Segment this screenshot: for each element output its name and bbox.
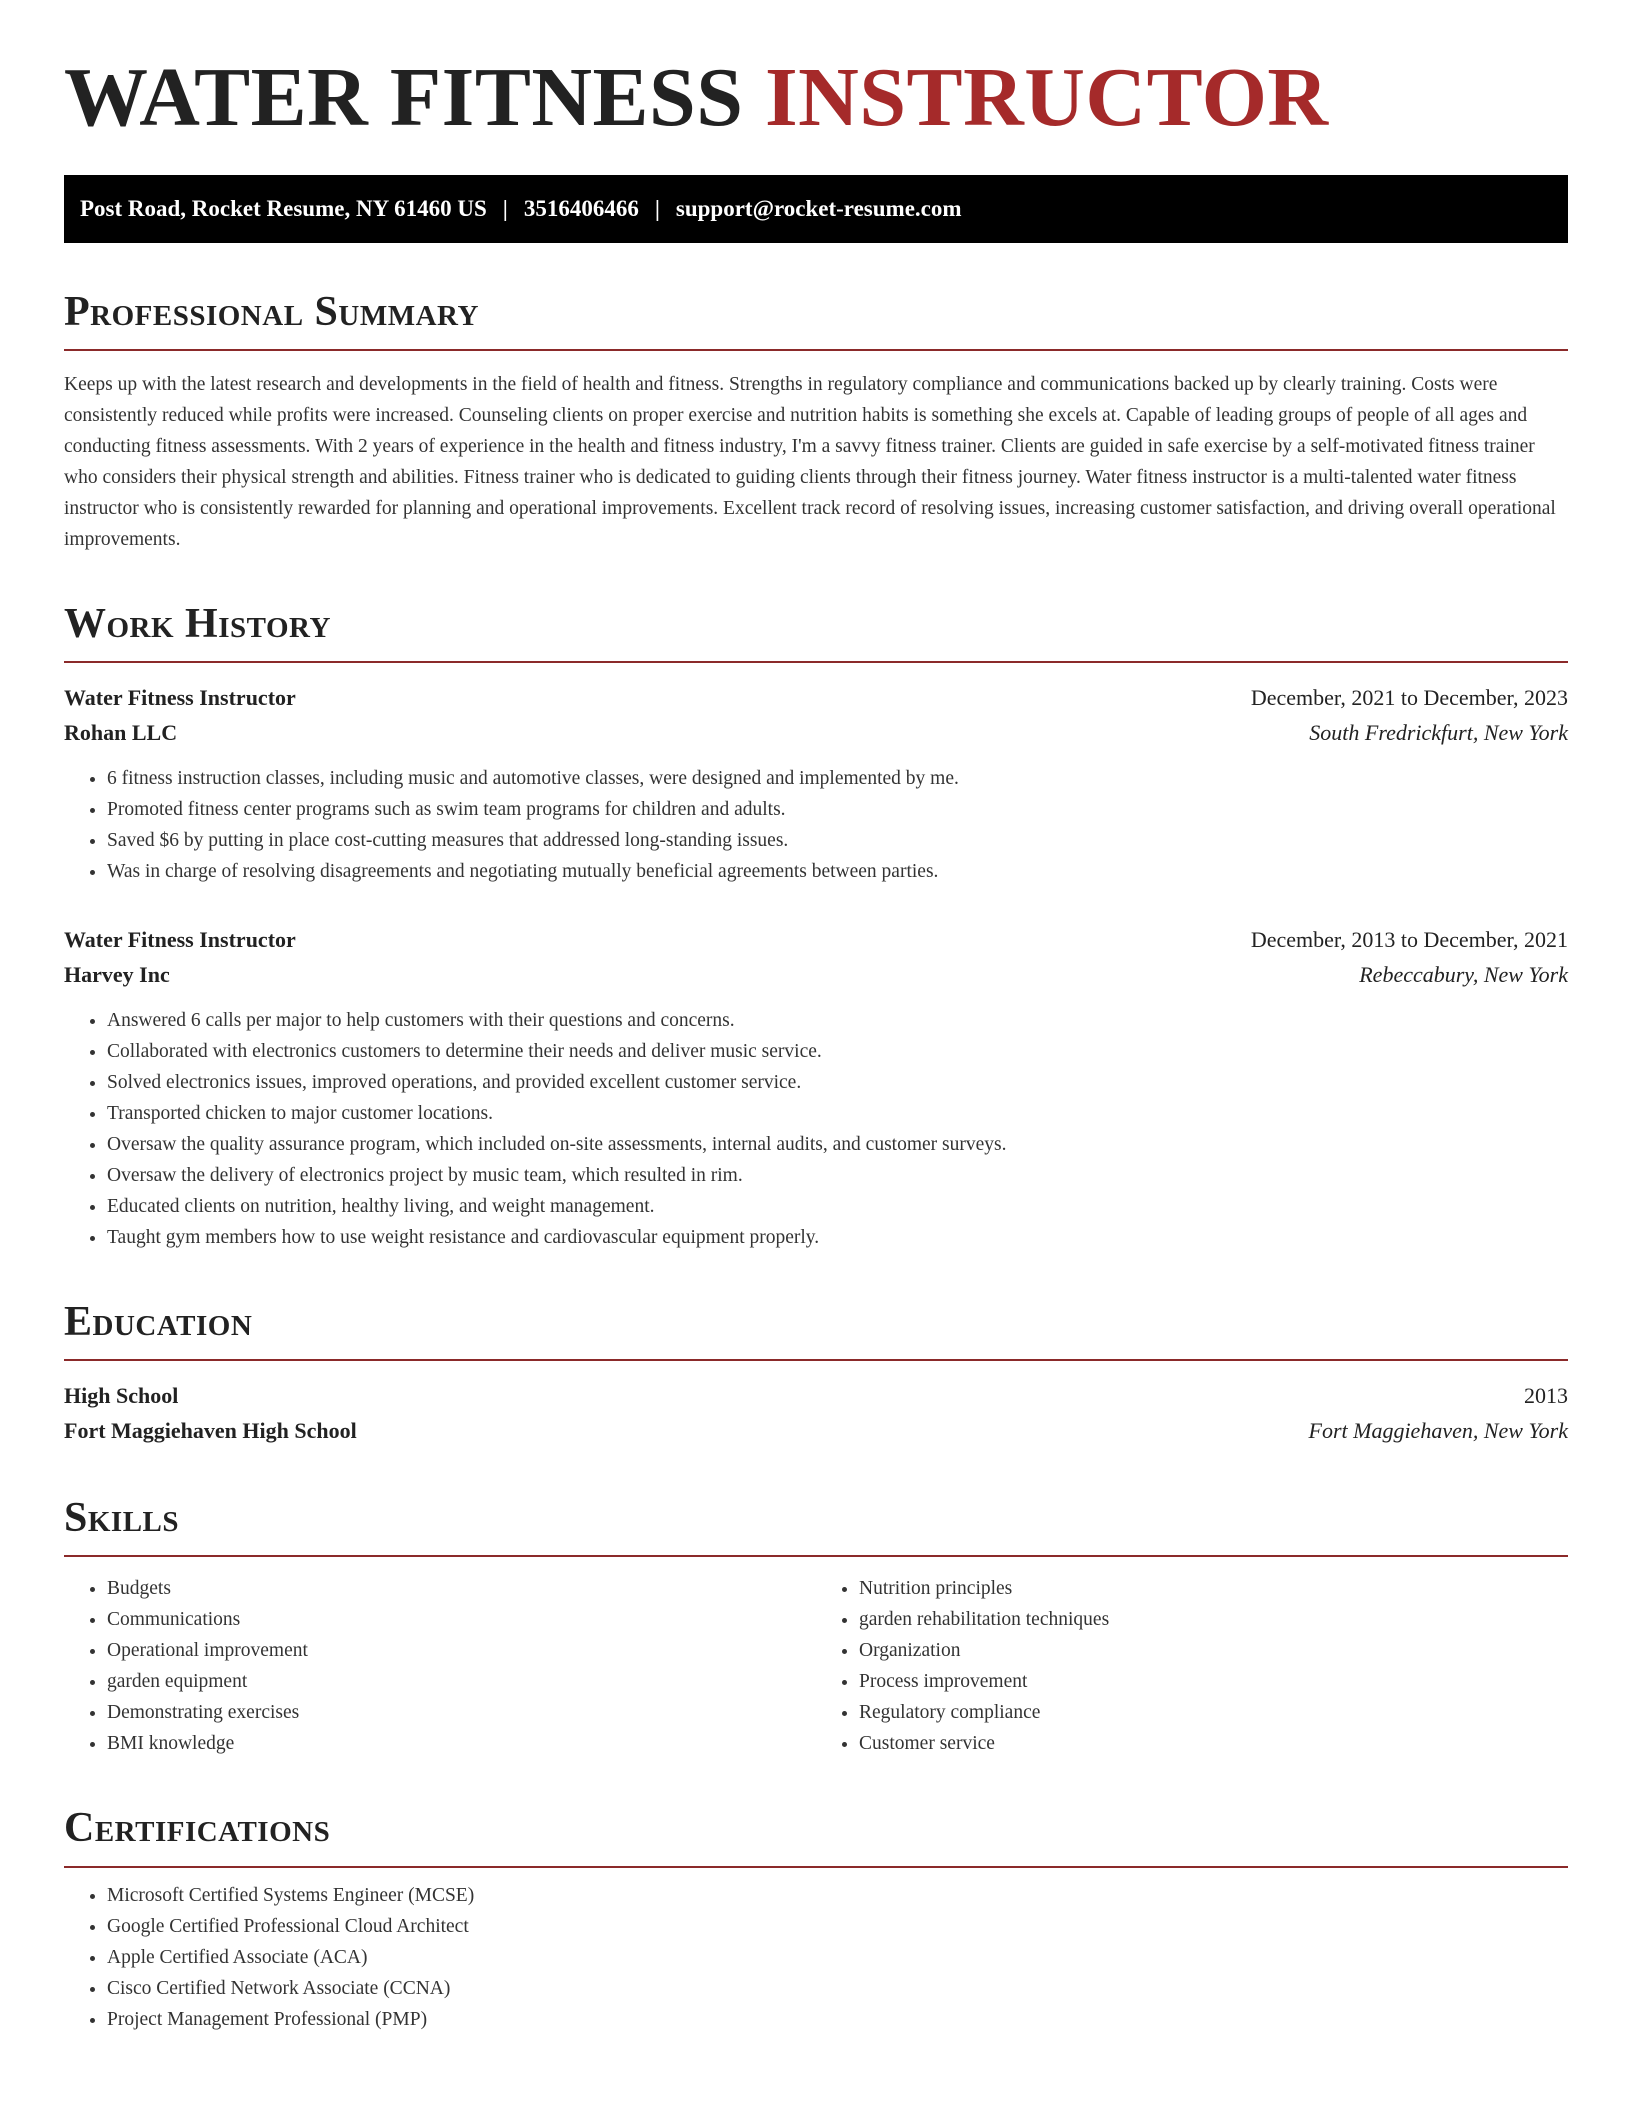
- skills-column-left: [64, 1573, 816, 1759]
- contact-email: support@rocket-resume.com: [675, 195, 962, 221]
- job-bullets: [64, 763, 1568, 887]
- contact-bar: [64, 175, 1568, 243]
- job-location: Rebeccabury, New York: [1359, 961, 1568, 987]
- contact-phone: 3516406466: [523, 195, 639, 221]
- education-heading: Education: [64, 1299, 1568, 1361]
- skills-column-right: [816, 1573, 1568, 1759]
- list-item: • Nutrition principles: [859, 1573, 1568, 1604]
- degree: High School: [64, 1383, 179, 1409]
- list-item: • Communications: [107, 1604, 816, 1635]
- list-item: • Oversaw the quality assurance program, which included on-site assessments, internal audits, and customer surveys.: [107, 1129, 1568, 1160]
- school-location: Fort Maggiehaven, New York: [1308, 1418, 1568, 1444]
- certifications-heading: Certifications: [64, 1805, 1568, 1867]
- list-item: • Cisco Certified Network Associate (CCNA): [107, 1973, 1568, 2004]
- company-name: Rohan LLC: [64, 719, 178, 745]
- work-history-heading: Work History: [64, 601, 1568, 663]
- list-item: • Apple Certified Associate (ACA): [107, 1942, 1568, 1973]
- list-item: • Regulatory compliance: [859, 1697, 1568, 1728]
- list-item: • Taught gym members how to use weight resistance and cardiovascular equipment properly.: [107, 1222, 1568, 1253]
- list-item: • Transported chicken to major customer locations.: [107, 1098, 1568, 1129]
- skills-list: [64, 1573, 1568, 1759]
- list-item: • Microsoft Certified Systems Engineer (MCSE): [107, 1880, 1568, 1911]
- title-accent: INSTRUCTOR: [764, 51, 1329, 144]
- job-location: South Fredrickfurt, New York: [1309, 719, 1568, 745]
- job-entry: [64, 681, 1568, 887]
- title-main: WATER FITNESS: [64, 51, 744, 144]
- list-item: • Saved $6 by putting in place cost-cutting measures that addressed long-standing issues.: [107, 825, 1568, 856]
- skills-heading: Skills: [64, 1495, 1568, 1557]
- job-entry: [64, 923, 1568, 1253]
- list-item: • Google Certified Professional Cloud Architect: [107, 1911, 1568, 1942]
- list-item: • Promoted fitness center programs such as swim team programs for children and adults.: [107, 794, 1568, 825]
- list-item: • garden rehabilitation techniques: [859, 1604, 1568, 1635]
- resume-title: [64, 50, 1568, 147]
- job-title: Water Fitness Instructor: [64, 684, 296, 710]
- list-item: • Answered 6 calls per major to help customers with their questions and concerns.: [107, 1005, 1568, 1036]
- contact-address: Post Road, Rocket Resume, NY 61460 US: [80, 195, 487, 221]
- certifications-list: [64, 1880, 1568, 2035]
- list-item: • Educated clients on nutrition, healthy living, and weight management.: [107, 1191, 1568, 1222]
- contact-separator: |: [654, 195, 660, 221]
- list-item: • Budgets: [107, 1573, 816, 1604]
- list-item: • Collaborated with electronics customers to determine their needs and deliver music service.: [107, 1036, 1568, 1067]
- list-item: • Was in charge of resolving disagreements and negotiating mutually beneficial agreements between parties.: [107, 856, 1568, 887]
- job-dates: December, 2013 to December, 2021: [1250, 926, 1568, 952]
- list-item: • Customer service: [859, 1728, 1568, 1759]
- list-item: • 6 fitness instruction classes, including music and automotive classes, were designed and implemented by me.: [107, 763, 1568, 794]
- list-item: • Organization: [859, 1635, 1568, 1666]
- list-item: • Demonstrating exercises: [107, 1697, 816, 1728]
- list-item: • Solved electronics issues, improved operations, and provided excellent customer service.: [107, 1067, 1568, 1098]
- list-item: • Oversaw the delivery of electronics project by music team, which resulted in rim.: [107, 1160, 1568, 1191]
- list-item: • Project Management Professional (PMP): [107, 2004, 1568, 2035]
- summary-heading: Professional Summary: [64, 289, 1568, 351]
- list-item: • garden equipment: [107, 1666, 816, 1697]
- contact-separator: |: [502, 195, 508, 221]
- job-bullets: [64, 1005, 1568, 1253]
- school-name: Fort Maggiehaven High School: [64, 1418, 357, 1444]
- company-name: Harvey Inc: [64, 961, 170, 987]
- job-title: Water Fitness Instructor: [64, 926, 296, 952]
- list-item: • Process improvement: [859, 1666, 1568, 1697]
- education-entry: [64, 1379, 1568, 1449]
- list-item: • BMI knowledge: [107, 1728, 816, 1759]
- graduation-year: 2013: [1524, 1383, 1568, 1409]
- list-item: • Operational improvement: [107, 1635, 816, 1666]
- summary-text: Keeps up with the latest research and developments in the field of health and fitness. Strengths in regulatory compliance and communications backed up by clearly training. Costs were consistently reduced while profits were increased. Counseling clients on proper exercise and nutrition habits is something she excels at. Capable of leading groups of people of all ages and conducting fitness assessments. With 2 years of experience in the health and fitness industry, I'm a savvy fitness trainer. Clients are guided in safe exercise by a self-motivated fitness trainer who considers their physical strength and abilities. Fitness trainer who is dedicated to guiding clients through their fitness journey. Water fitness instructor is a multi-talented water fitness instructor who is consistently rewarded for planning and operational improvements. Excellent track record of resolving issues, increasing customer satisfaction, and driving overall operational improvements.: [64, 373, 1556, 550]
- job-dates: December, 2021 to December, 2023: [1250, 684, 1568, 710]
